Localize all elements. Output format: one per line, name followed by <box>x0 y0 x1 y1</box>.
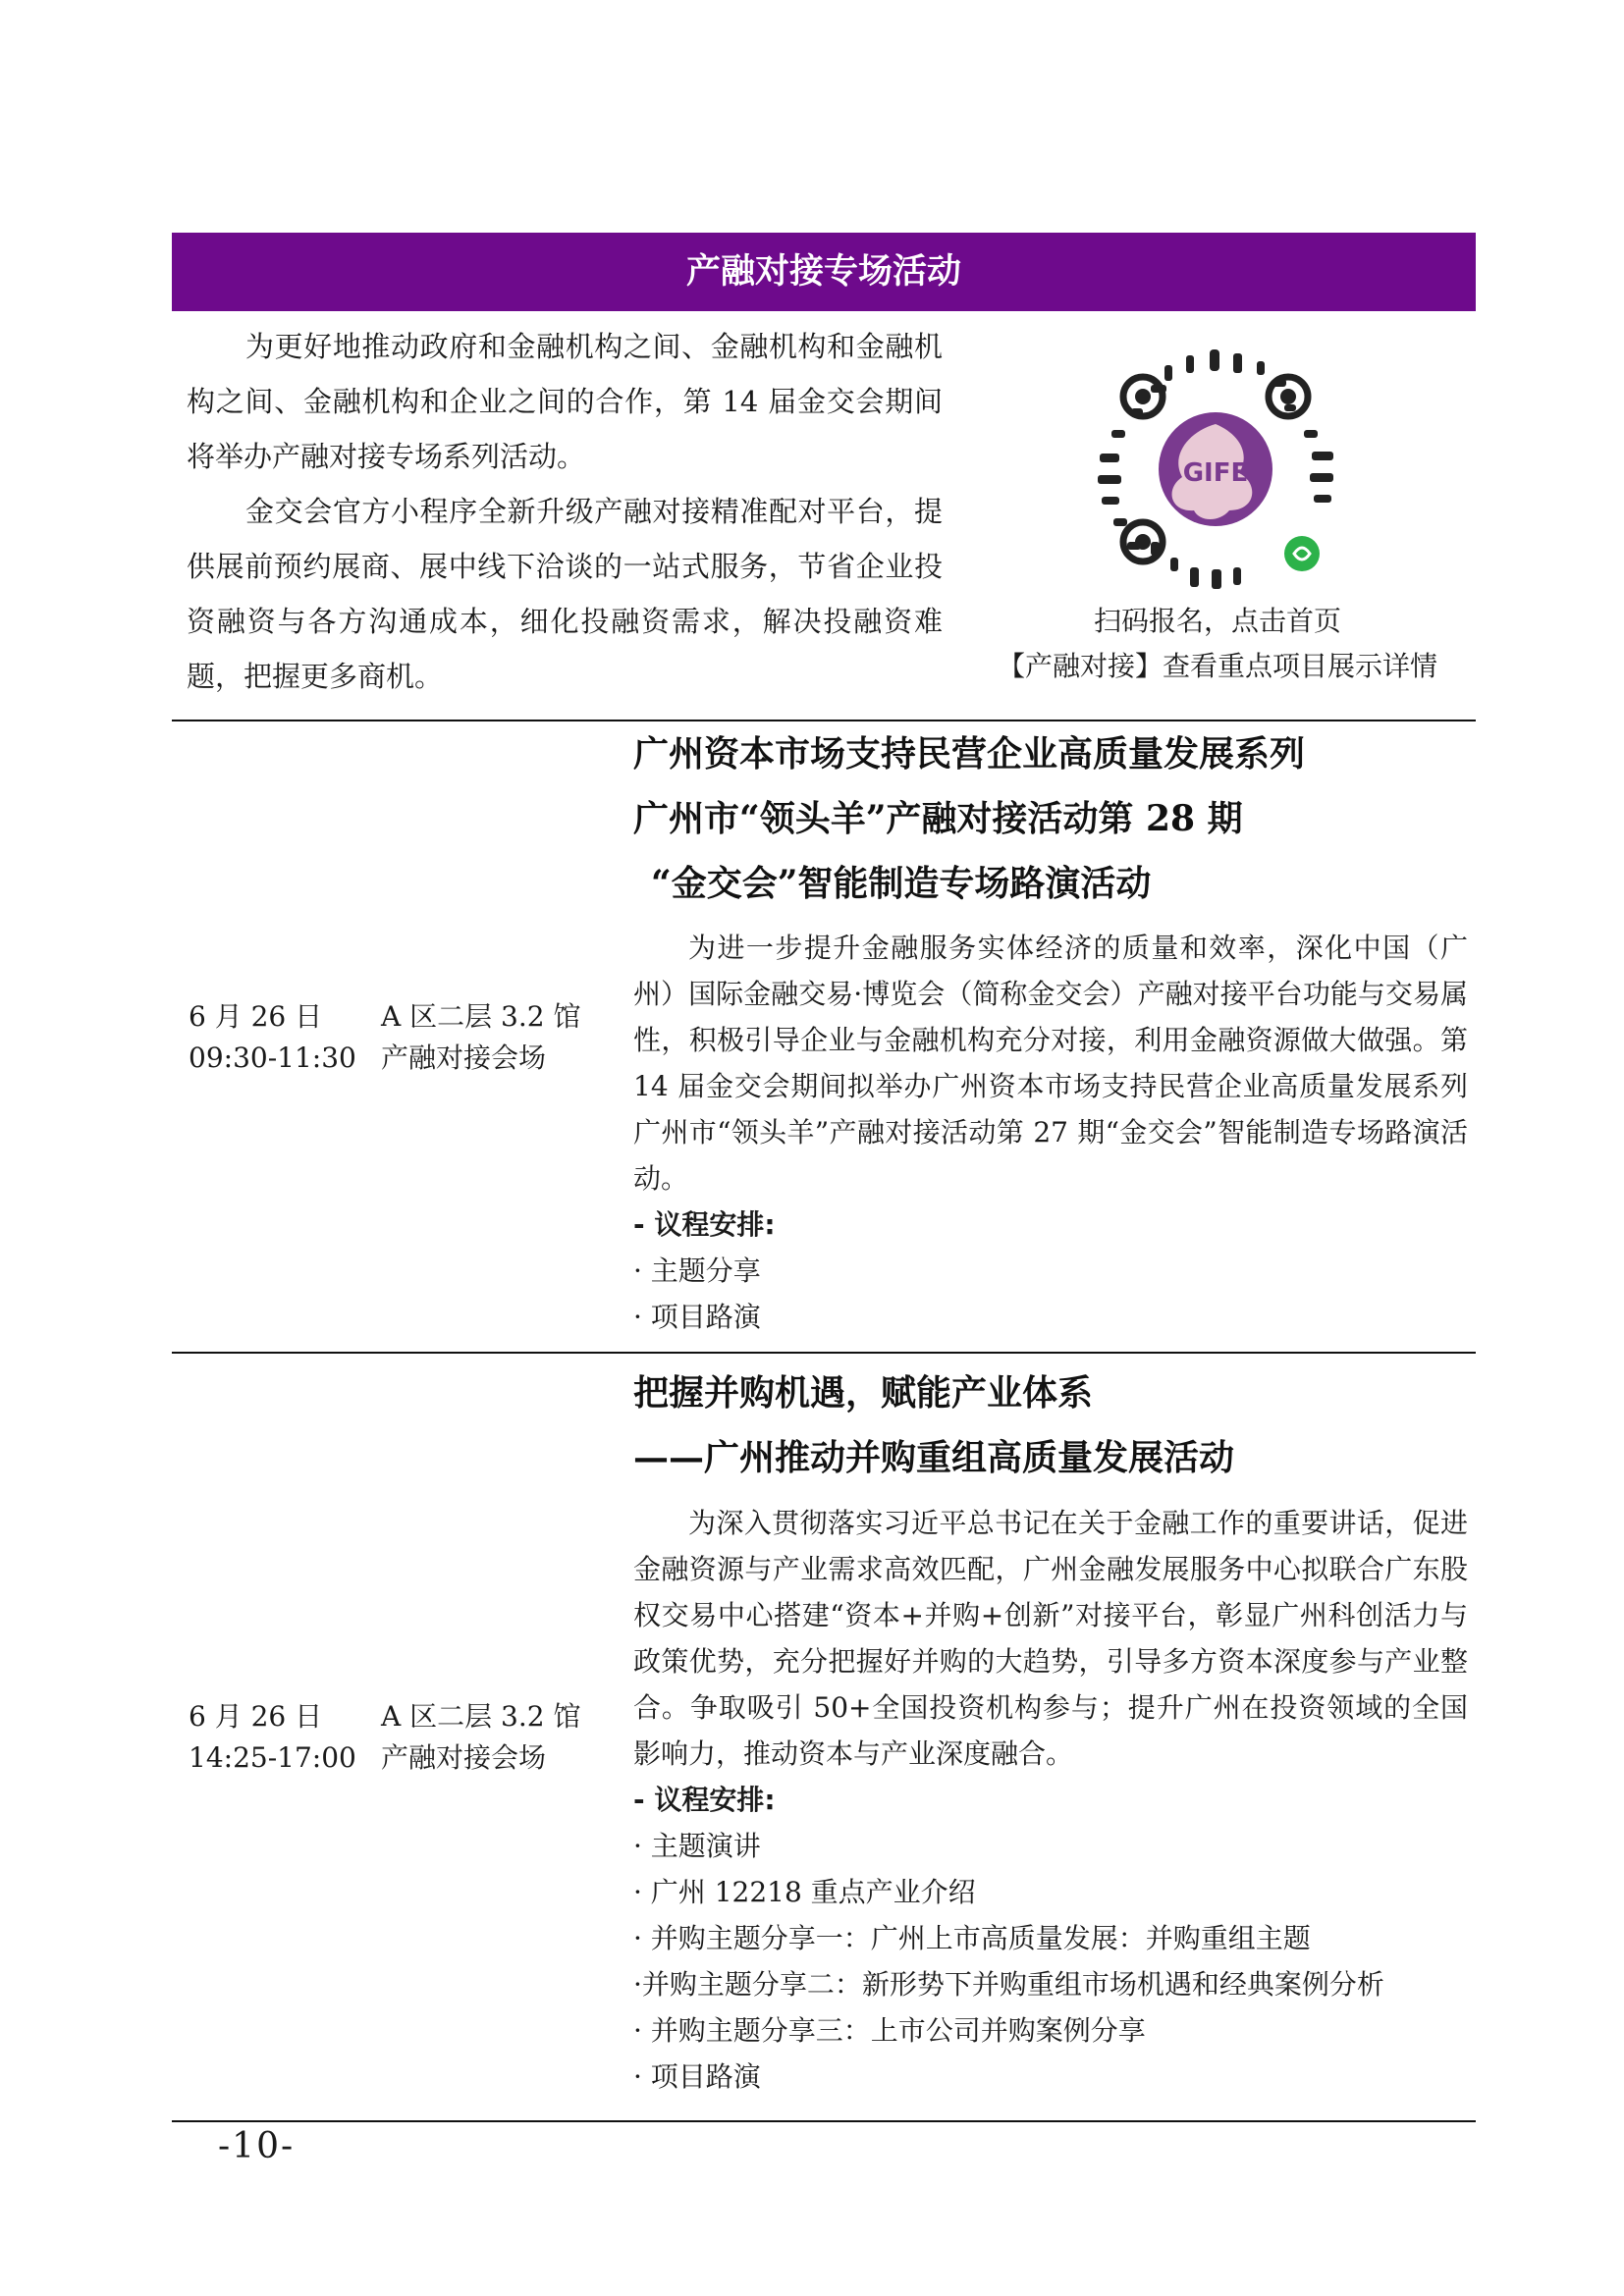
page-number: -10- <box>218 2126 296 2166</box>
event-date: 6 月 26 日 <box>189 1700 323 1733</box>
qr-caption-line: 扫码报名，点击首页 <box>1093 605 1341 637</box>
venue-line: 产融对接会场 <box>381 1041 547 1074</box>
agenda-item: · 并购主题分享一：广州上市高质量发展：并购重组主题 <box>633 1922 1311 1954</box>
event-time: 09:30-11:30 <box>189 1041 356 1074</box>
agenda-item: · 项目路演 <box>633 1301 761 1333</box>
venue-line: A 区二层 3.2 馆 <box>381 1700 581 1733</box>
agenda-item: · 主题演讲 <box>633 1830 761 1862</box>
event-date: 6 月 26 日 <box>189 1000 323 1033</box>
agenda-item: · 项目路演 <box>633 2060 761 2093</box>
agenda-item: · 主题分享 <box>633 1255 761 1287</box>
intro-paragraph: 为更好地推动政府和金融机构之间、金融机构和金融机构之间、金融机构和企业之间的合作，第 14 届金交会期间将举办产融对接专场系列活动。 <box>187 330 943 473</box>
table-divider <box>172 1352 1476 1354</box>
qr-caption <box>967 599 1468 689</box>
agenda-heading: - 议程安排: <box>633 1784 776 1816</box>
event-datetime <box>189 996 356 1079</box>
agenda-item: ·并购主题分享二：新形势下并购重组市场机遇和经典案例分析 <box>633 1968 1384 2001</box>
event-title-line: 广州资本市场支持民营企业高质量发展系列 <box>633 733 1306 774</box>
event-venue <box>381 1696 612 1779</box>
event-title <box>633 1361 1234 1490</box>
agenda-item: · 并购主题分享三：上市公司并购案例分享 <box>633 2014 1146 2047</box>
agenda-list <box>633 1823 1468 2100</box>
event-title-line: 把握并购机遇，赋能产业体系 <box>633 1372 1094 1414</box>
section-banner: 产融对接专场活动 <box>172 233 1476 311</box>
agenda-heading: - 议程安排: <box>633 1208 776 1241</box>
event-description <box>633 1500 1468 2100</box>
event-description-text: 为进一步提升金融服务实体经济的质量和效率，深化中国（广州）国际金融交易·博览会（简称金交会）产融对接平台功能与交易属性，积极引导企业与金融机构充分对接，利用金融资源做大做强。第 14 届金交会期间拟举办广州资本市场支持民营企业高质量发展系列广州市“领头羊”产融对接活动第 27 期“金交会”智能制造专场路演活动。 <box>633 932 1468 1195</box>
table-divider <box>172 2120 1476 2122</box>
event-title-line: 广州市“领头羊”产融对接活动第 28 期 <box>633 798 1243 839</box>
event-datetime <box>189 1696 356 1779</box>
venue-line: 产融对接会场 <box>381 1741 547 1774</box>
mini-program-code-icon <box>1092 346 1339 593</box>
event-venue <box>381 996 612 1079</box>
event-description-text: 为深入贯彻落实习近平总书记在关于金融工作的重要讲话，促进金融资源与产业需求高效匹配，广州金融发展服务中心拟联合广东股权交易中心搭建“资本+并购+创新”对接平台，彰显广州科创活力与政策优势，充分把握好并购的大趋势，引导多方资本深度参与产业整合。争取吸引 50+全国投资机构参与；提升广州在投资领域的全国影响力，推动资本与产业深度融合。 <box>633 1507 1468 1770</box>
event-description <box>633 925 1468 1340</box>
qr-code-image[interactable] <box>1092 346 1339 593</box>
event-time: 14:25-17:00 <box>189 1741 356 1774</box>
event-title <box>633 721 1305 916</box>
agenda-item: · 广州 12218 重点产业介绍 <box>633 1876 976 1908</box>
agenda-list <box>633 1248 1468 1340</box>
intro-text <box>187 319 943 704</box>
intro-paragraph: 金交会官方小程序全新升级产融对接精准配对平台，提供展前预约展商、展中线下洽谈的一站式服务，节省企业投资融资与各方沟通成本，细化投融资需求，解决投融资难题，把握更多商机。 <box>187 495 943 693</box>
qr-caption-line: 【产融对接】查看重点项目展示详情 <box>997 650 1437 682</box>
event-title-line: ——广州推动并购重组高质量发展活动 <box>633 1437 1235 1478</box>
event-title-line: “金交会”智能制造专场路演活动 <box>651 863 1152 904</box>
venue-line: A 区二层 3.2 馆 <box>381 1000 581 1033</box>
gife-logo-text: GIFE <box>1182 458 1249 488</box>
